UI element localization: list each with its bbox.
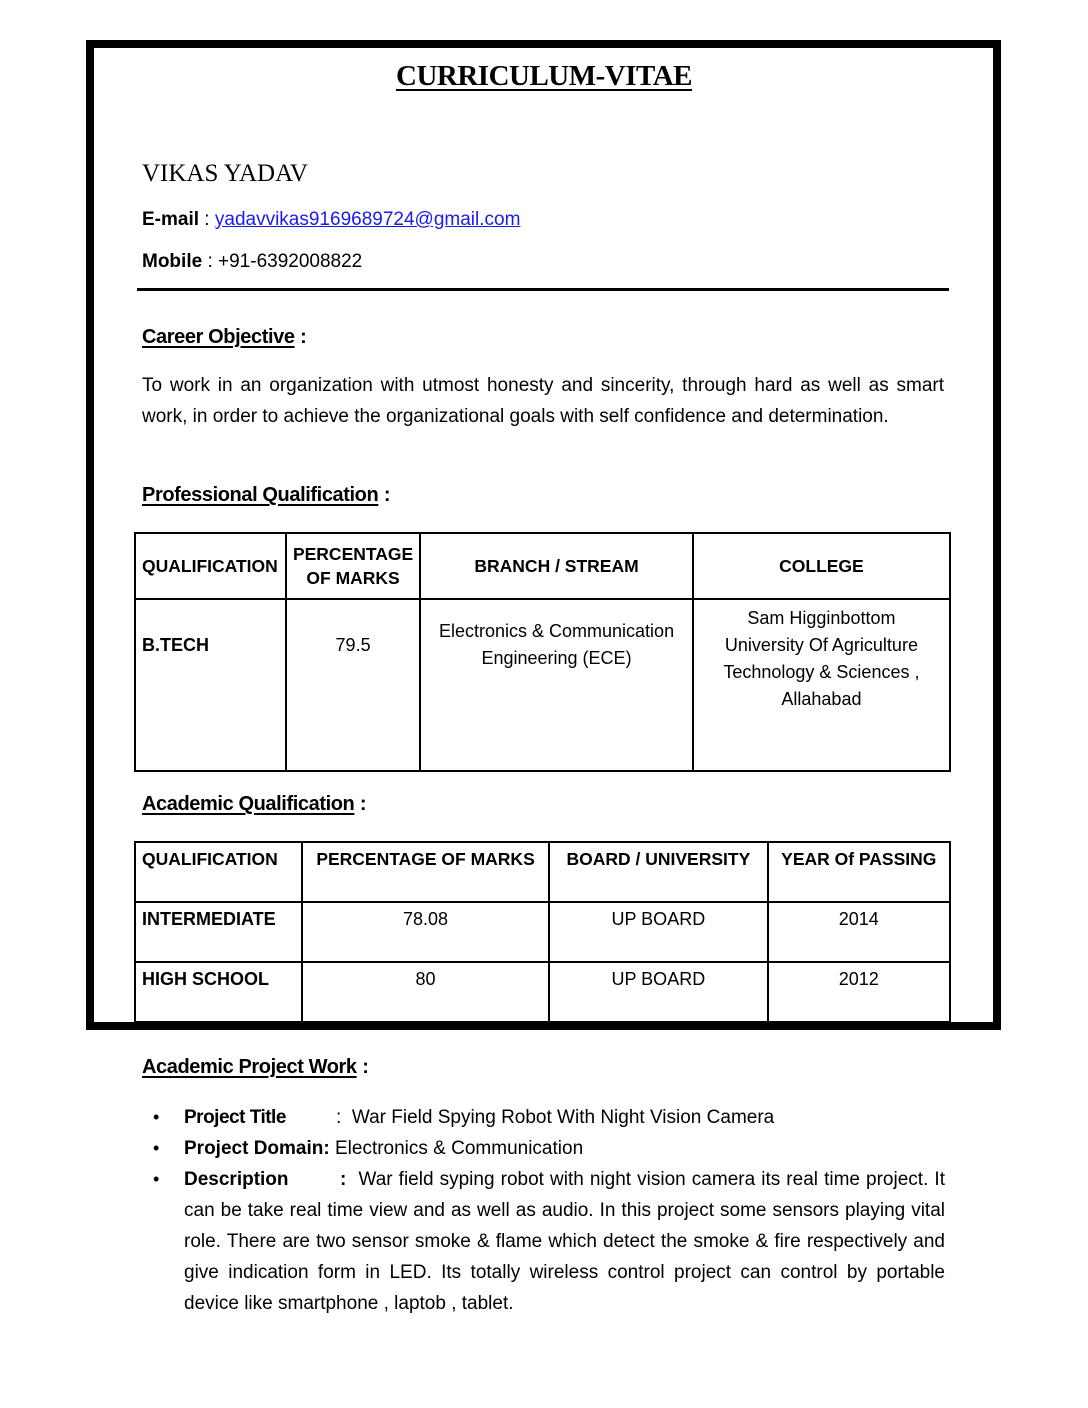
percentage-cell: 79.5 [286, 599, 420, 771]
email-label: E-mail [142, 209, 200, 230]
list-item: • Project Title : War Field Spying Robot With Night Vision Camera [150, 1102, 945, 1133]
board-cell: UP BOARD [549, 902, 767, 962]
academic-qualification-table [134, 841, 951, 1023]
percentage-cell: 78.08 [302, 902, 549, 962]
branch-cell: Electronics & Communication Engineering (ECE) [420, 599, 693, 771]
year-cell: 2012 [768, 962, 950, 1022]
mobile-line: Mobile : +91-6392008822 [142, 251, 363, 272]
column-header: BRANCH / STREAM [420, 533, 693, 599]
college-cell: Sam Higginbottom University Of Agriculture Technology & Sciences , Allahabad [693, 599, 950, 771]
column-header: PERCENTAGE OF MARKS [286, 533, 420, 599]
board-cell: UP BOARD [549, 962, 767, 1022]
column-header: PERCENTAGE OF MARKS [302, 842, 549, 902]
header-divider [137, 288, 949, 291]
table-header-row [135, 533, 950, 599]
column-header: QUALIFICATION [135, 533, 286, 599]
project-details-list [150, 1102, 945, 1319]
table-header-row [135, 842, 950, 902]
list-item: • Project Domain: Electronics & Communication [150, 1133, 945, 1164]
professional-qualification-heading: Professional Qualification : [142, 484, 391, 506]
qualification-cell: INTERMEDIATE [135, 902, 302, 962]
candidate-name: VIKAS YADAV [142, 160, 308, 187]
professional-qualification-table [134, 532, 951, 772]
column-header: BOARD / UNIVERSITY [549, 842, 767, 902]
table-row [135, 962, 950, 1022]
mobile-label: Mobile [142, 251, 203, 272]
career-objective-heading: Career Objective : [142, 326, 307, 348]
email-link[interactable]: yadavvikas9169689724@gmail.com [214, 209, 521, 230]
table-row [135, 599, 950, 771]
career-objective-text: To work in an organization with utmost honesty and sincerity, through hard as well as smart work, in order to achieve the organizational goals with self confidence and determination. [142, 375, 944, 427]
project-domain-value: Electronics & Communication [334, 1138, 584, 1159]
document-title: CURRICULUM-VITAE [396, 60, 692, 92]
project-title-value: War Field Spying Robot With Night Vision Camera [351, 1107, 775, 1128]
project-domain-label: Project Domain [184, 1138, 324, 1159]
academic-qualification-heading: Academic Qualification : [142, 793, 367, 815]
year-cell: 2014 [768, 902, 950, 962]
table-row [135, 902, 950, 962]
qualification-cell: HIGH SCHOOL [135, 962, 302, 1022]
percentage-cell: 80 [302, 962, 549, 1022]
column-header: QUALIFICATION [135, 842, 302, 902]
description-label: Description [184, 1169, 289, 1190]
column-header: YEAR Of PASSING [768, 842, 950, 902]
column-header: COLLEGE [693, 533, 950, 599]
qualification-cell: B.TECH [135, 599, 286, 771]
project-title-label: Project Title [184, 1107, 286, 1128]
email-line: E-mail : yadavvikas9169689724@gmail.com [142, 209, 521, 230]
description-value: War field syping robot with night vision camera its real time project. It can be take real time view and as well as audio. In this project some sensors playing vital role. There are two sensor smoke & flame which detect the smoke & fire respectively and give indication form in LED. Its totally wireless control project can control by portable device like smartphone , laptob , tablet. [184, 1169, 945, 1314]
list-item: • Description : War field syping robot with night vision camera its real time project. It can be take real time view and as well as audio. In this project some sensors playing vital role. There are two sensor smoke & flame which detect the smoke & fire respectively and give indication form in LED. Its totally wireless control project can control by portable device like smartphone , laptob , tablet. [150, 1164, 945, 1319]
academic-project-heading: Academic Project Work : [142, 1056, 369, 1078]
mobile-number: +91-6392008822 [218, 251, 363, 272]
